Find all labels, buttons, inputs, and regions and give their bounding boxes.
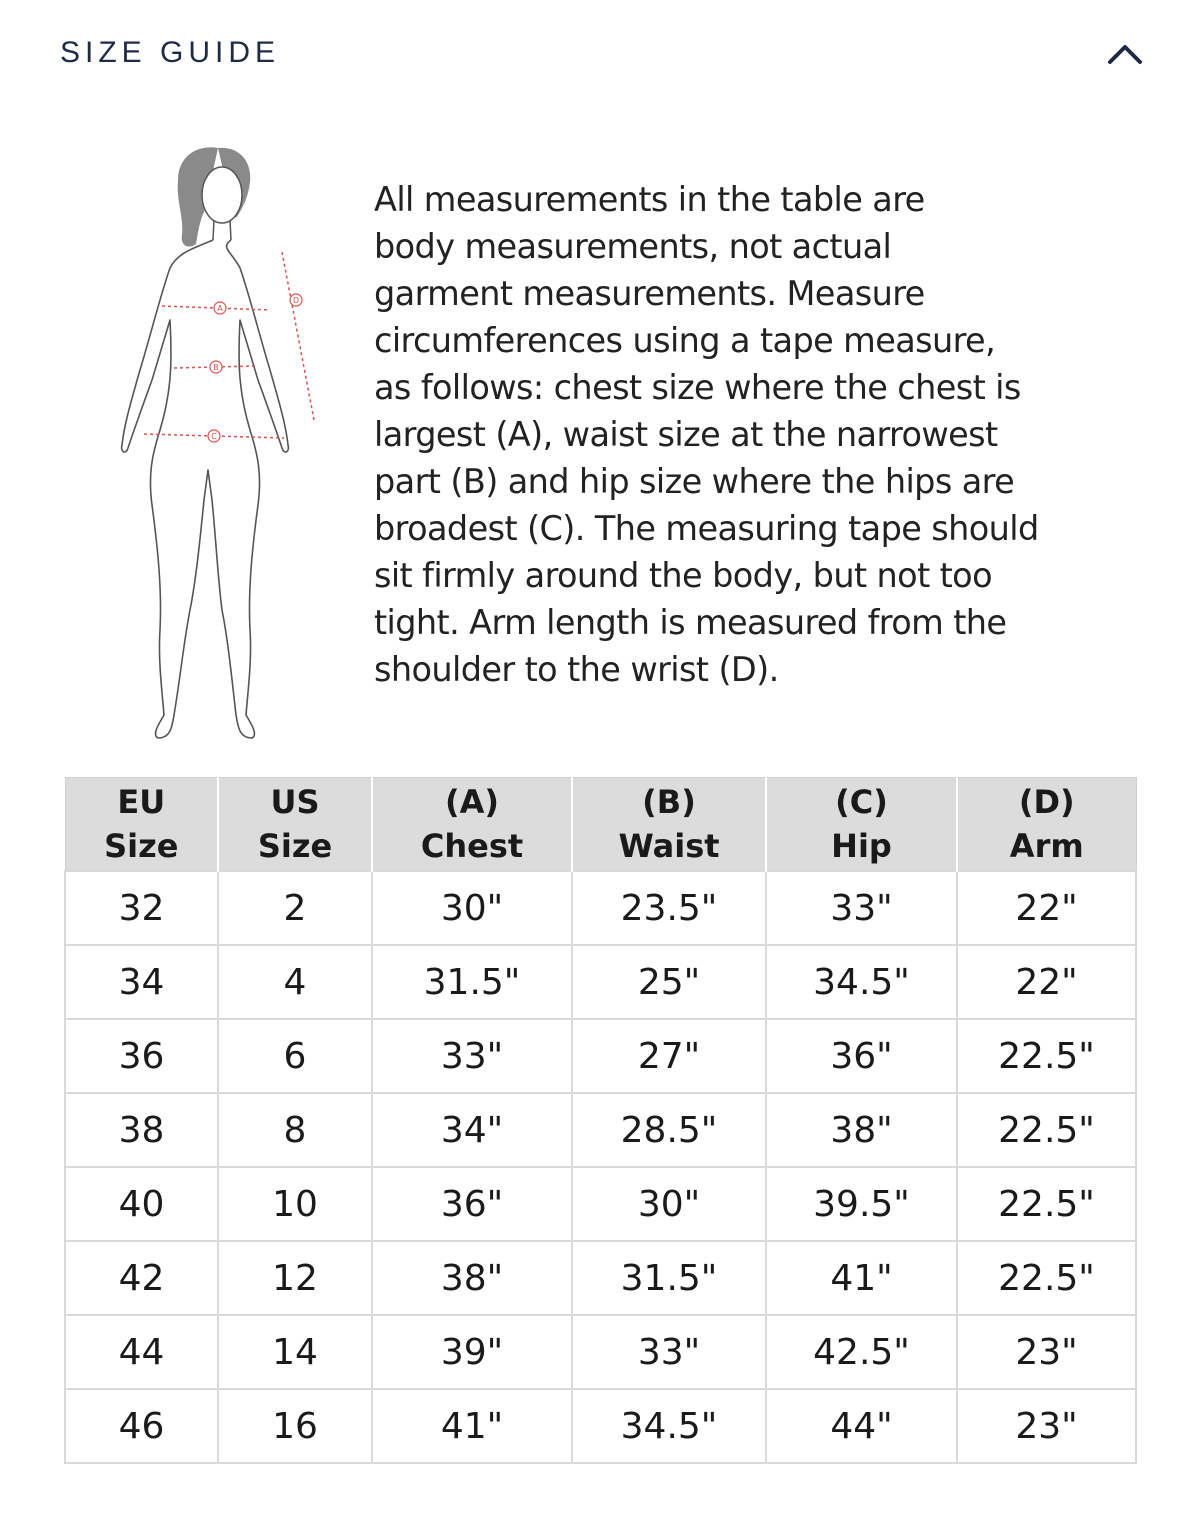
table-row	[65, 945, 1136, 1019]
column-header-eu-size: EU Size	[65, 778, 218, 872]
svg-text:B: B	[213, 363, 219, 372]
table-row	[65, 1389, 1136, 1463]
cell-arm: 22.5"	[957, 1093, 1136, 1167]
cell-chest: 36"	[372, 1167, 572, 1241]
cell-us-size: 12	[218, 1241, 372, 1315]
svg-text:C: C	[211, 432, 217, 441]
cell-chest: 39"	[372, 1315, 572, 1389]
cell-waist: 27"	[572, 1019, 766, 1093]
body-measurement-figure	[100, 140, 340, 750]
instruction-line: All measurements in the table are	[374, 180, 925, 219]
cell-eu-size: 40	[65, 1167, 218, 1241]
column-header-waist: (B) Waist	[572, 778, 766, 872]
woman-silhouette-illustration	[100, 140, 340, 750]
instruction-line: broadest (C). The measuring tape should	[374, 509, 1039, 548]
collapse-button[interactable]	[1100, 32, 1150, 78]
cell-chest: 33"	[372, 1019, 572, 1093]
size-guide-header	[0, 0, 1200, 110]
cell-us-size: 2	[218, 871, 372, 945]
table-row	[65, 1093, 1136, 1167]
cell-arm: 23"	[957, 1389, 1136, 1463]
cell-eu-size: 46	[65, 1389, 218, 1463]
cell-waist: 30"	[572, 1167, 766, 1241]
cell-eu-size: 34	[65, 945, 218, 1019]
cell-arm: 22.5"	[957, 1019, 1136, 1093]
cell-us-size: 4	[218, 945, 372, 1019]
cell-waist: 34.5"	[572, 1389, 766, 1463]
cell-hip: 34.5"	[766, 945, 957, 1019]
cell-eu-size: 36	[65, 1019, 218, 1093]
instruction-line: circumferences using a tape measure,	[374, 321, 996, 360]
cell-eu-size: 44	[65, 1315, 218, 1389]
instruction-line: tight. Arm length is measured from the	[374, 603, 1007, 642]
size-guide-title: SIZE GUIDE	[60, 36, 281, 69]
instruction-line: largest (A), waist size at the narrowest	[374, 415, 998, 454]
column-header-hip: (C) Hip	[766, 778, 957, 872]
column-header-us-size: US Size	[218, 778, 372, 872]
cell-hip: 41"	[766, 1241, 957, 1315]
instruction-line: as follows: chest size where the chest is	[374, 368, 1021, 407]
cell-hip: 33"	[766, 871, 957, 945]
table-row	[65, 1019, 1136, 1093]
instruction-line: shoulder to the wrist (D).	[374, 650, 779, 689]
measurement-instructions	[374, 176, 1094, 693]
cell-us-size: 16	[218, 1389, 372, 1463]
cell-arm: 22"	[957, 871, 1136, 945]
cell-arm: 23"	[957, 1315, 1136, 1389]
table-header-row	[65, 778, 1136, 872]
cell-waist: 23.5"	[572, 871, 766, 945]
column-header-chest: (A) Chest	[372, 778, 572, 872]
cell-eu-size: 42	[65, 1241, 218, 1315]
table-row	[65, 1167, 1136, 1241]
cell-chest: 34"	[372, 1093, 572, 1167]
cell-waist: 25"	[572, 945, 766, 1019]
cell-us-size: 8	[218, 1093, 372, 1167]
column-header-arm: (D) Arm	[957, 778, 1136, 872]
cell-chest: 30"	[372, 871, 572, 945]
cell-waist: 33"	[572, 1315, 766, 1389]
svg-text:D: D	[292, 296, 300, 305]
cell-us-size: 6	[218, 1019, 372, 1093]
instruction-line: sit firmly around the body, but not too	[374, 556, 992, 595]
cell-arm: 22.5"	[957, 1241, 1136, 1315]
cell-waist: 28.5"	[572, 1093, 766, 1167]
cell-chest: 31.5"	[372, 945, 572, 1019]
chevron-up-icon	[1100, 32, 1150, 78]
instruction-line: part (B) and hip size where the hips are	[374, 462, 1015, 501]
table-row	[65, 1241, 1136, 1315]
cell-eu-size: 32	[65, 871, 218, 945]
table-row	[65, 871, 1136, 945]
size-chart-table	[64, 777, 1137, 1464]
table-row	[65, 1315, 1136, 1389]
cell-hip: 39.5"	[766, 1167, 957, 1241]
cell-chest: 38"	[372, 1241, 572, 1315]
cell-hip: 44"	[766, 1389, 957, 1463]
cell-us-size: 10	[218, 1167, 372, 1241]
svg-text:A: A	[217, 304, 223, 313]
cell-hip: 38"	[766, 1093, 957, 1167]
instruction-line: body measurements, not actual	[374, 227, 892, 266]
cell-hip: 36"	[766, 1019, 957, 1093]
cell-waist: 31.5"	[572, 1241, 766, 1315]
cell-arm: 22"	[957, 945, 1136, 1019]
cell-hip: 42.5"	[766, 1315, 957, 1389]
cell-eu-size: 38	[65, 1093, 218, 1167]
cell-chest: 41"	[372, 1389, 572, 1463]
cell-arm: 22.5"	[957, 1167, 1136, 1241]
instruction-line: garment measurements. Measure	[374, 274, 925, 313]
cell-us-size: 14	[218, 1315, 372, 1389]
